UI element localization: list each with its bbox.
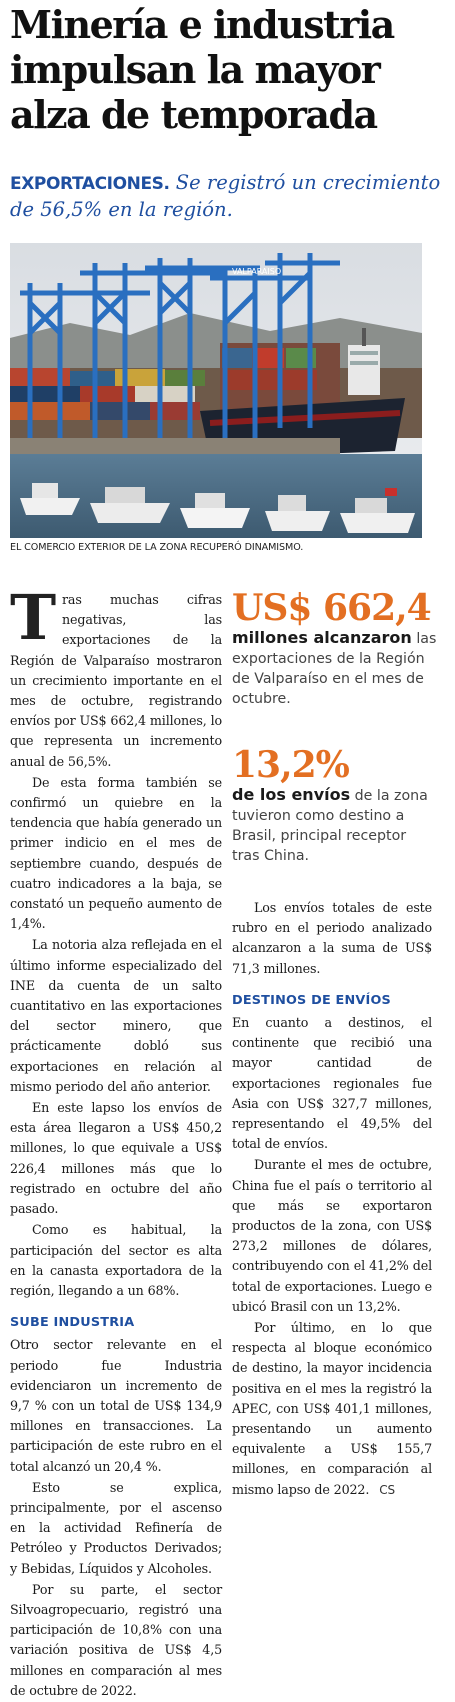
article-paragraph: Esto se explica, principalmente, por el ascenso en la actividad Refinería de Petróleo y Productos Derivados; y Bebidas, Líquidos y Alcoholes.	[10, 1479, 222, 1576]
stat-value: 13,2%	[232, 744, 349, 786]
article-paragraph: Por su parte, el sector Silvoagropecuario, registró una participación de 10,8% con una variación positiva de US$ 4,5 millones en comparación al mes de octubre de 2022.	[10, 1581, 222, 1698]
stat-bold: millones alcanzaron	[232, 628, 412, 647]
paragraph-text: Por último, en lo que respecta al bloque económico de destino, la mayor incidencia positiva en el mes la registró la APEC, con US$ 401,1 millones, presentando un aumento equivalente a US$ 155,7 millones, en comparación al mismo lapso de 2022.	[232, 1320, 432, 1497]
crane-text: VALPARAISO	[232, 267, 282, 276]
article-paragraph	[10, 581, 222, 772]
subhead-industria: SUBE INDUSTRIA	[10, 1315, 135, 1331]
article-paragraph: Los envíos totales de este rubro en el periodo analizado alcanzaron a la suma de US$ 71,3 millones.	[232, 900, 432, 976]
quay	[10, 438, 340, 454]
stat-value: US$ 662,4	[232, 587, 431, 629]
port-photo	[10, 243, 422, 538]
stat-rest: las exportaciones de la Región de Valparaíso en el mes de octubre.	[232, 631, 437, 707]
paragraph-text: ras muchas cifras negativas, las exportaciones de la Región de Valparaíso mostraron un crecimiento importante en el mes de octubre, registrando envíos por US$ 662,4 millones, lo que representa un incremento anual de 56,5%.	[10, 592, 222, 769]
article-paragraph: Como es habitual, la participación del sector es alta en la canasta exportadora de la región, llegando a un 68%.	[10, 1222, 222, 1298]
subhead-destinos: DESTINOS DE ENVÍOS	[232, 992, 391, 1008]
stat-box-brasil	[232, 745, 437, 866]
drop-cap: T	[10, 581, 56, 654]
article-paragraph: Otro sector relevante en el periodo fue Industria evidenciaron un incremento de 9,7 % con un total de US$ 134,9 millones en transacciones. La participación de este rubro en el total alcanzó un 20,4 %.	[10, 1337, 222, 1474]
kicker-label: EXPORTACIONES.	[10, 174, 170, 194]
article-paragraph: De esta forma también se confirmó un quiebre en la tendencia que había generado un primer indicio en el mes de septiembre cuando, después de cuatro indicadores a la baja, se constató un pequeño aumento de 1,4%.	[10, 774, 222, 932]
article-paragraph: La notoria alza reflejada en el último informe especializado del INE da cuenta de un salto cuantitativo en las exportaciones del sector minero, que prácticamente dobló sus exportaciones en relación al mismo periodo del año anterior.	[10, 937, 222, 1094]
headline: Minería e industria impulsan la mayor alza de temporada	[10, 2, 394, 137]
photo-caption: EL COMERCIO EXTERIOR DE LA ZONA RECUPERÓ DINAMISMO.	[10, 542, 304, 553]
article-paragraph: En cuanto a destinos, el continente que recibió una mayor cantidad de exportaciones regionales fue Asia con US$ 327,7 millones, representando el 49,5% del total de envíos.	[232, 1015, 432, 1152]
kicker-text: Se registró un crecimiento de 56,5% en la región.	[10, 171, 441, 221]
end-mark: CS	[379, 1482, 395, 1497]
article-paragraph: Durante el mes de octubre, China fue el país o territorio al que más se exportaron productos de la zona, con US$ 273,2 millones de dólares, contribuyendo con el 41,2% del total de exportaciones. Luego e ubicó Brasil con un 13,2%.	[232, 1157, 432, 1314]
article-column-right	[232, 898, 432, 1501]
article-paragraph	[232, 1318, 432, 1500]
stat-rest: de la zona tuvieron como destino a Brasil, principal receptor tras China.	[232, 788, 428, 864]
article-column-left	[10, 581, 222, 1702]
stat-box-exports	[232, 588, 437, 709]
article-paragraph: En este lapso los envíos de esta área llegaron a US$ 450,2 millones, lo que equivale a US$ 226,4 millones más que lo registrado en octubre del año pasado.	[10, 1100, 222, 1217]
stat-description	[232, 785, 437, 866]
stat-bold: de los envíos	[232, 785, 351, 804]
kicker	[10, 170, 450, 223]
stat-description	[232, 628, 437, 709]
